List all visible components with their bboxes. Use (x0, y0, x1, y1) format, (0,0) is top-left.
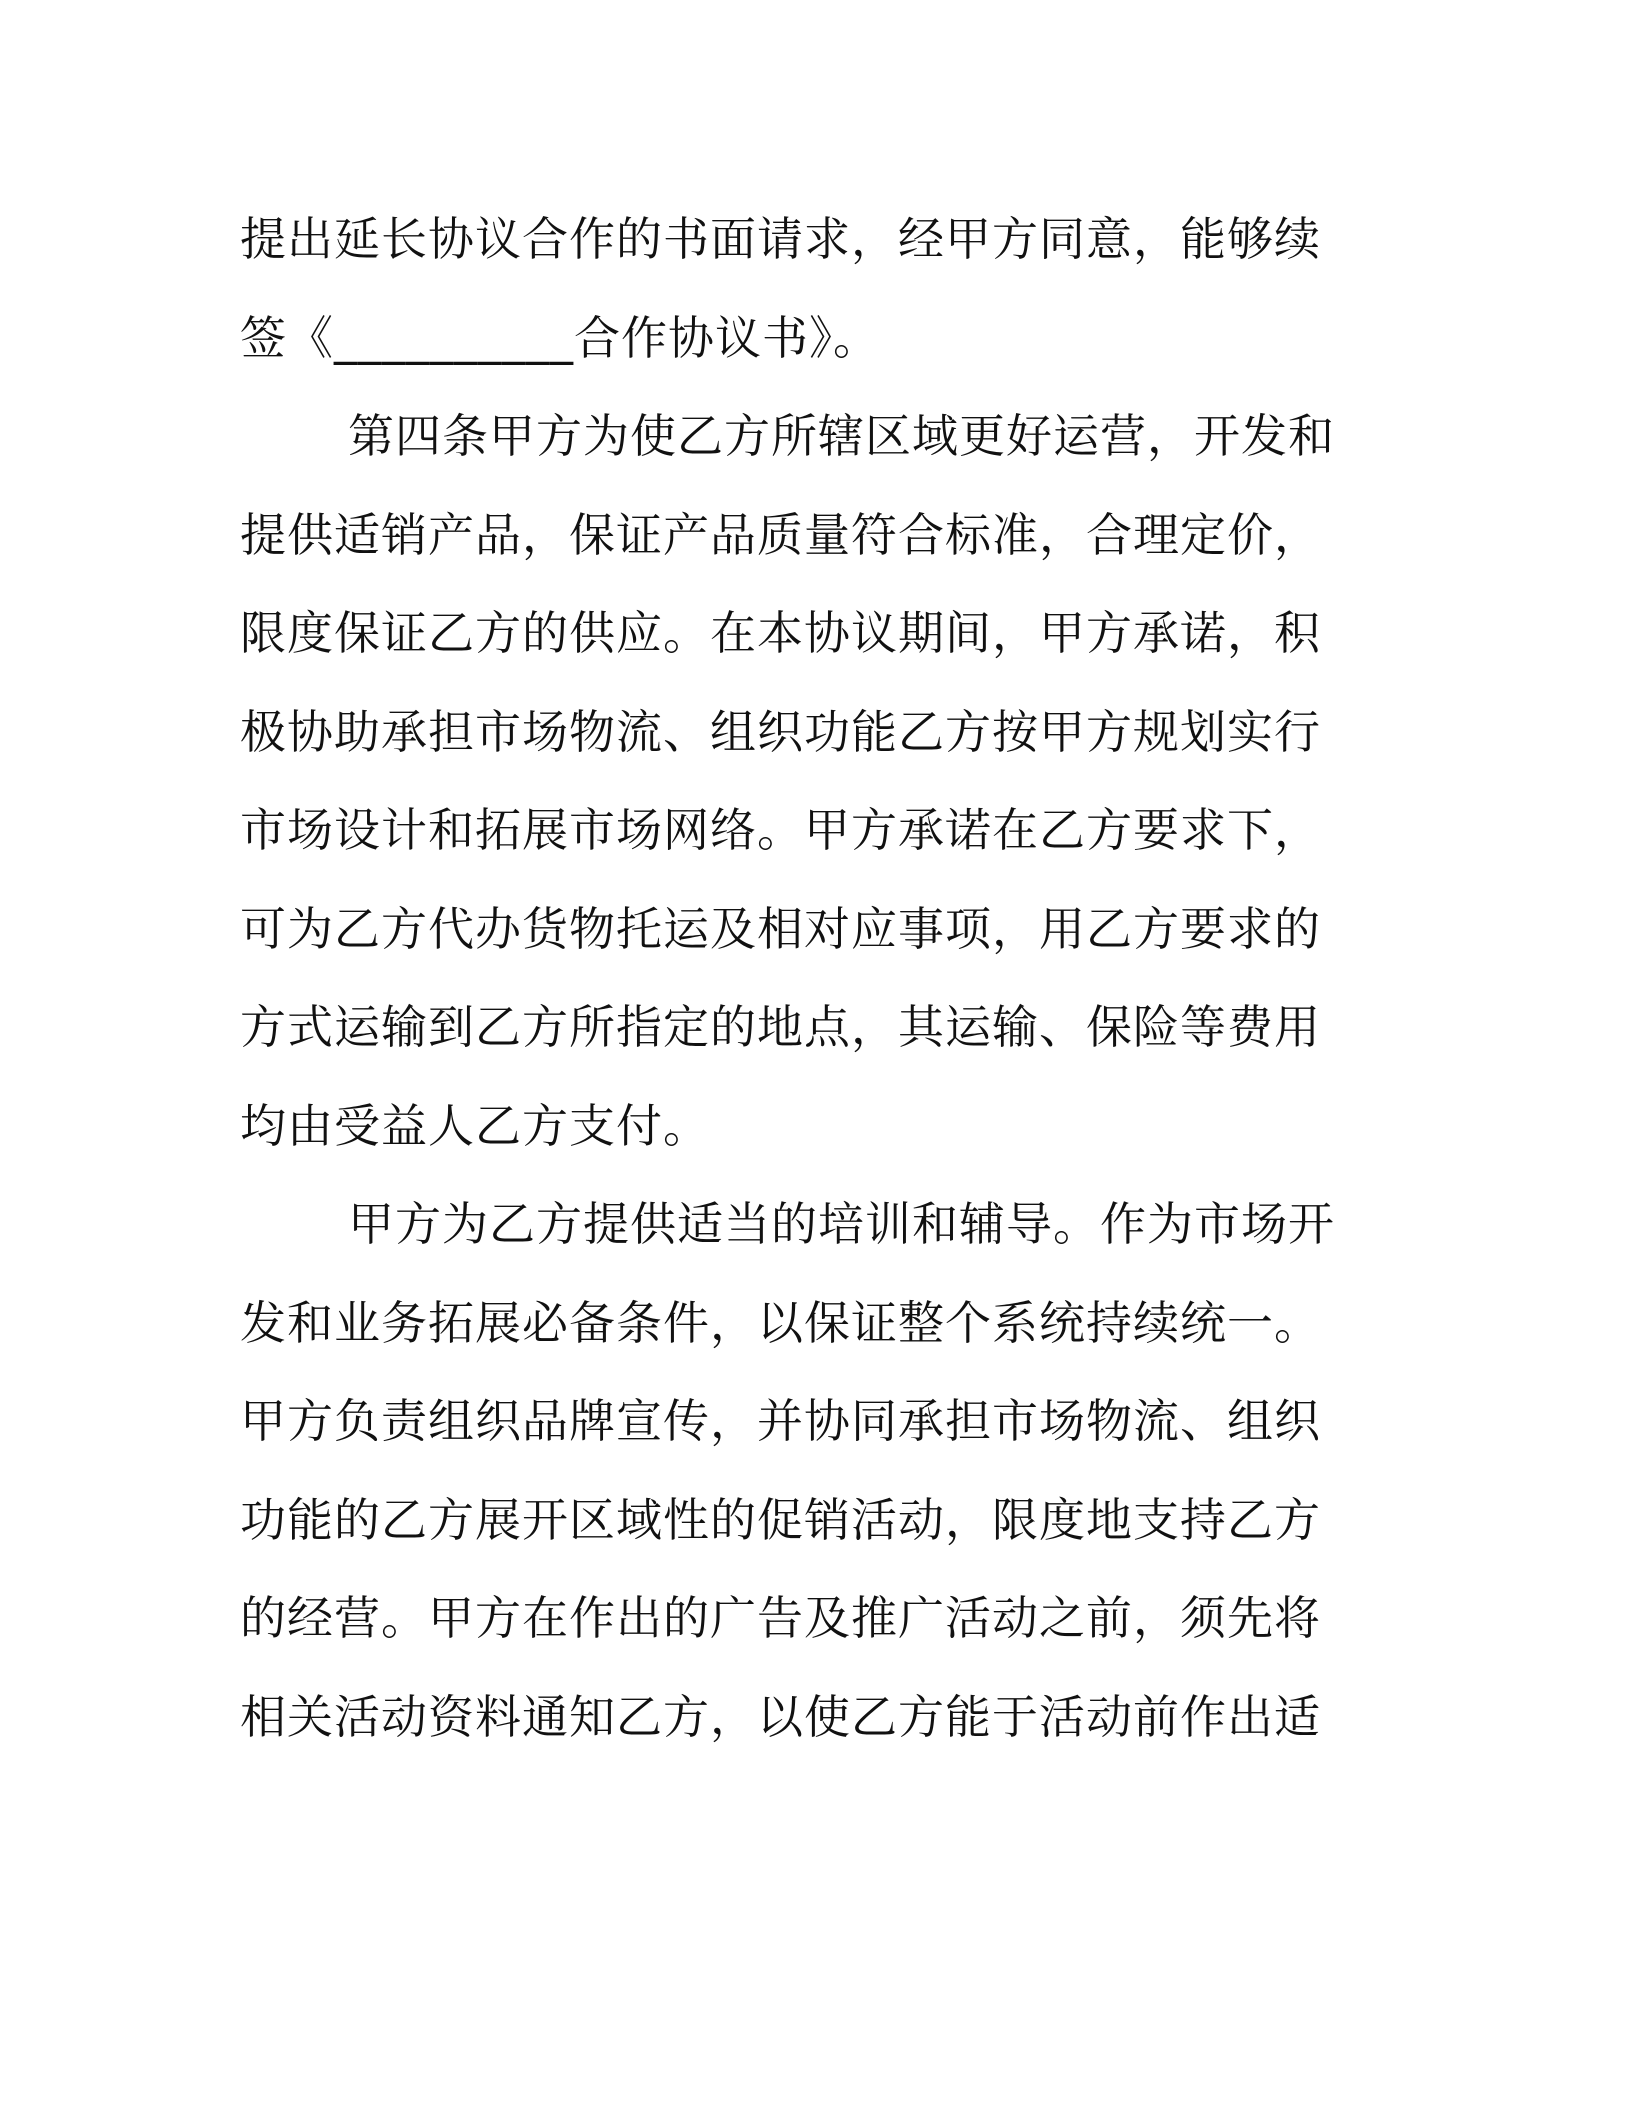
text-line: 功能的乙方展开区域性的促销活动，限度地支持乙方 (240, 1492, 1321, 1547)
text-line: 均由受益人乙方支付。 (240, 1098, 710, 1153)
text-line: 签《__________合作协议书》。 (240, 310, 880, 365)
text-line: 甲方为乙方提供适当的培训和辅导。作为市场开 (348, 1197, 1335, 1251)
paragraph-3 (240, 1175, 1350, 1766)
text-line: 提供适销产品，保证产品质量符合标准，合理定价， (240, 507, 1321, 562)
text-line: 的经营。甲方在作出的广告及推广活动之前，须先将 (240, 1591, 1321, 1645)
text-line: 相关活动资料通知乙方，以使乙方能于活动前作出适 (240, 1689, 1321, 1744)
text-line: 极协助承担市场物流、组织功能乙方按甲方规划实行 (240, 704, 1321, 759)
text-line: 甲方负责组织品牌宣传，并协同承担市场物流、组织 (240, 1394, 1321, 1448)
text-line: 方式运输到乙方所指定的地点，其运输、保险等费用 (240, 1000, 1321, 1054)
text-line: 发和业务拓展必备条件，以保证整个系统持续统一。 (240, 1295, 1321, 1350)
text-line: 限度保证乙方的供应。在本协议期间，甲方承诺，积 (240, 606, 1321, 660)
text-line: 可为乙方代办货物托运及相对应事项，用乙方要求的 (240, 901, 1321, 956)
document-body (240, 190, 1350, 1766)
text-line: 提出延长协议合作的书面请求，经甲方同意，能够续 (240, 212, 1321, 266)
text-line: 市场设计和拓展市场网络。甲方承诺在乙方要求下， (240, 803, 1321, 857)
paragraph-2 (240, 387, 1350, 1175)
paragraph-1 (240, 190, 1350, 387)
text-line: 第四条甲方为使乙方所辖区域更好运营，开发和 (348, 409, 1335, 463)
